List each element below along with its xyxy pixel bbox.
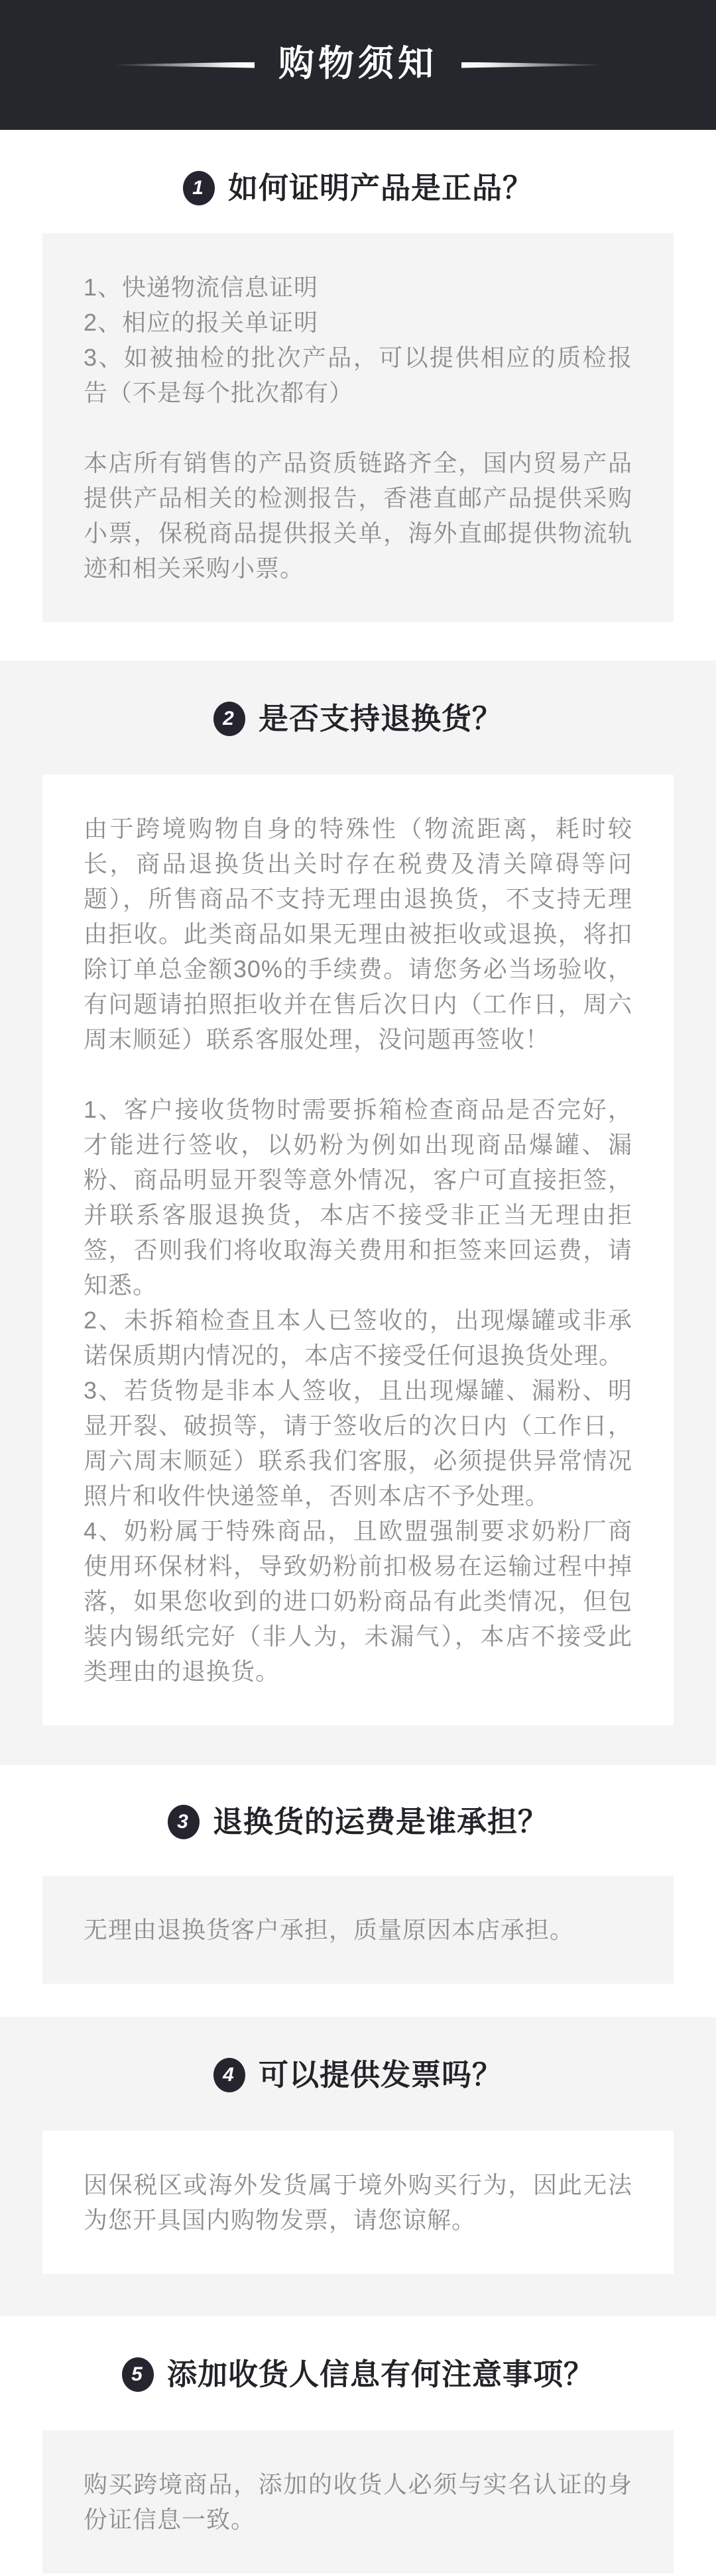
section-returns [0, 661, 716, 1765]
paragraph: 4、奶粉属于特殊商品，且欧盟强制要求奶粉厂商使用环保材料，导致奶粉前扣极易在运输过程中掉落，如果您收到的进口奶粉商品有此类情况，但包装内锡纸完好（非人为，未漏气），本店不接受此类理由的退换货。 [84, 1517, 632, 1685]
list-item: 2、相应的报关单证明 [84, 309, 319, 336]
paragraph: 2、未拆箱检查且本人已签收的，出现爆罐或非承诺保质期内情况的，本店不接受任何退换货处理。 [84, 1307, 632, 1369]
section-question: 如何证明产品是正品？ [227, 171, 533, 205]
section-question: 是否支持退换货？ [258, 702, 503, 735]
section-content-panel [42, 1876, 674, 1984]
section-invoice [0, 2017, 716, 2316]
section-question: 可以提供发票吗？ [258, 2058, 503, 2092]
section-heading [0, 2357, 716, 2392]
section-content-panel [42, 233, 674, 622]
section-question: 退换货的运费是谁承担？ [212, 1805, 548, 1839]
number-badge-2: 2 [213, 702, 245, 736]
paragraph: 1、客户接收货物时需要拆箱检查商品是否完好，才能进行签收，以奶粉为例如出现商品爆罐、漏粉、商品明显开裂等意外情况，客户可直接拒签，并联系客服退换货，本店不接受非正当无理由拒签，否则我们将收取海关费用和拒签来回运费，请知悉。 [84, 1096, 632, 1299]
page-title: 购物须知 [278, 44, 438, 83]
paragraph: 本店所有销售的产品资质链路齐全，国内贸易产品提供产品相关的检测报告，香港直邮产品提供采购小票，保税商品提供报关单，海外直邮提供物流轨迹和相关采购小票。 [84, 449, 632, 582]
paragraph: 3、若货物是非本人签收，且出现爆罐、漏粉、明显开裂、破损等，请于签收后的次日内（工作日，周六周末顺延）联系我们客服，必须提供异常情况照片和收件快递签单，否则本店不予处理。 [84, 1377, 632, 1509]
list-item: 3、如被抽检的批次产品，可以提供相应的质检报告（不是每个批次都有） [84, 344, 632, 406]
section-heading [0, 171, 716, 205]
number-badge-5: 5 [122, 2357, 154, 2392]
section-content-panel [42, 775, 674, 1725]
number-badge-1: 1 [183, 171, 215, 205]
number-badge-4: 4 [213, 2058, 245, 2092]
number-badge-3: 3 [168, 1805, 200, 1839]
decorative-line-right-icon [461, 62, 602, 68]
paragraph: 无理由退换货客户承担，质量原因本店承担。 [84, 1916, 575, 1943]
notice-banner [0, 0, 716, 130]
section-question: 添加收货人信息有何注意事项？ [166, 2357, 594, 2391]
section-recipient-info [0, 2357, 716, 2573]
section-heading [0, 2058, 716, 2092]
paragraph: 由于跨境购物自身的特殊性（物流距离，耗时较长，商品退换货出关时存在税费及清关障碍等问题），所售商品不支持无理由退换货，不支持无理由拒收。此类商品如果无理由被拒收或退换，将扣除订单总金额30%的手续费。请您务必当场验收，有问题请拍照拒收并在售后次日内（工作日，周六周末顺延）联系客服处理，没问题再签收！ [84, 815, 632, 1053]
section-content-panel [42, 2430, 674, 2573]
list-item: 1、快递物流信息证明 [84, 274, 319, 301]
section-authenticity [0, 171, 716, 622]
section-heading [0, 1805, 716, 1839]
paragraph: 购买跨境商品，添加的收货人必须与实名认证的身份证信息一致。 [84, 2471, 632, 2533]
section-content-panel [42, 2131, 674, 2274]
paragraph: 因保税区或海外发货属于境外购买行为，因此无法为您开具国内购物发票，请您谅解。 [84, 2171, 632, 2233]
section-shipping-fee [0, 1805, 716, 1984]
decorative-line-left-icon [114, 62, 255, 68]
section-heading [0, 702, 716, 736]
